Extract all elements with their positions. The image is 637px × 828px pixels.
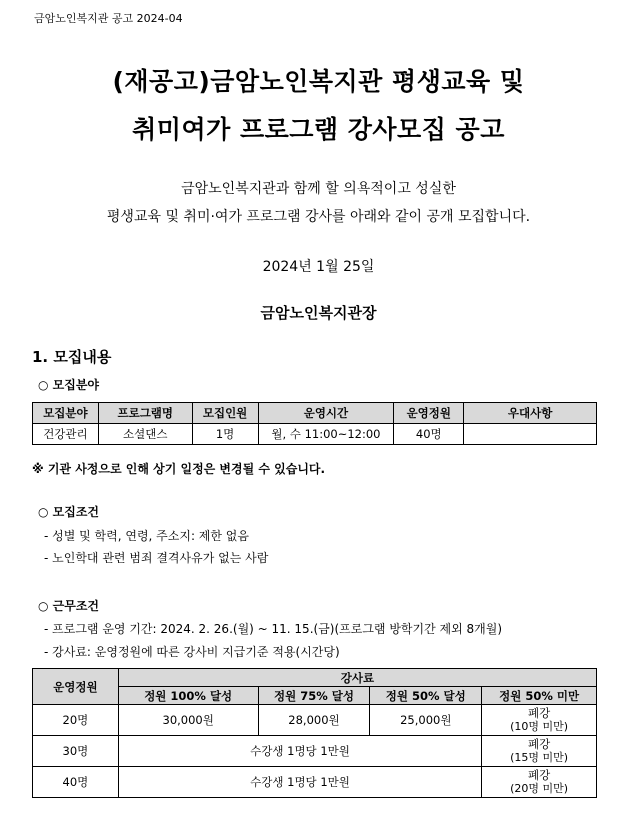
- table-header-cell: 우대사항: [464, 403, 597, 424]
- notice-date: 2024년 1월 25일: [262, 259, 375, 275]
- table-cell: [482, 736, 597, 767]
- table-cell: 40명: [33, 767, 119, 798]
- table-header-cell: 정원 100% 달성: [118, 687, 258, 705]
- closure-label: 폐강: [527, 768, 551, 782]
- intro-line-1: 금암노인복지관과 함께 할 의욕적이고 성실한: [181, 181, 456, 197]
- schedule-change-note: ※ 기관 사정으로 인해 상기 일정은 변경될 수 있습니다.: [32, 462, 326, 476]
- closure-threshold: (15명 미만): [510, 751, 569, 764]
- table-row: [33, 705, 597, 736]
- page-title-line-1: (재공고)금암노인복지관 평생교육 및: [112, 67, 525, 96]
- closure-label: 폐강: [527, 737, 551, 751]
- condition-item: - 성별 및 학력, 연령, 주소지: 제한 없음: [44, 529, 249, 543]
- table-header-cell: 운영정원: [33, 669, 119, 705]
- table-cell: 30,000원: [118, 705, 258, 736]
- table-cell: 수강생 1명당 1만원: [118, 736, 481, 767]
- fee-table: [32, 668, 597, 798]
- closure-threshold: (20명 미만): [510, 782, 569, 795]
- work-condition-item: - 강사료: 운영정원에 따른 강사비 지급기준 적용(시간당): [44, 645, 340, 659]
- table-header-cell: 운영시간: [258, 403, 394, 424]
- subheading-work-conditions: ○ 근무조건: [38, 599, 100, 613]
- table-cell: 30명: [33, 736, 119, 767]
- table-header-row: [33, 669, 597, 687]
- subheading-conditions: ○ 모집조건: [38, 505, 100, 519]
- header-note: 금암노인복지관 공고 2024-04: [34, 12, 183, 25]
- table-header-cell: 정원 50% 미만: [482, 687, 597, 705]
- table-cell: 25,000원: [370, 705, 482, 736]
- table-row: [33, 424, 597, 445]
- section-title: 1. 모집내용: [32, 348, 112, 366]
- closure-label: 폐강: [527, 706, 551, 720]
- table-header-cell: 모집인원: [192, 403, 258, 424]
- table-cell: 40명: [394, 424, 464, 445]
- table-header-cell: 모집분야: [33, 403, 99, 424]
- table-cell: 20명: [33, 705, 119, 736]
- page-title-line-2: 취미여가 프로그램 강사모집 공고: [132, 115, 505, 144]
- table-cell: 수강생 1명당 1만원: [118, 767, 481, 798]
- table-cell: 28,000원: [258, 705, 370, 736]
- issuer: 금암노인복지관장: [260, 304, 377, 322]
- table-header-cell: 강사료: [118, 669, 596, 687]
- table-cell: 소셜댄스: [98, 424, 192, 445]
- table-row: [33, 736, 597, 767]
- table-cell: [482, 767, 597, 798]
- table-header-row: [33, 403, 597, 424]
- closure-threshold: (10명 미만): [510, 720, 569, 733]
- subheading-recruit-field: ○ 모집분야: [38, 378, 100, 392]
- table-cell: 월, 수 11:00~12:00: [258, 424, 394, 445]
- table-header-cell: 프로그램명: [98, 403, 192, 424]
- table-header-cell: 운영정원: [394, 403, 464, 424]
- table-cell: [464, 424, 597, 445]
- table-cell: [482, 705, 597, 736]
- table-cell: 건강관리: [33, 424, 99, 445]
- table-header-cell: 정원 75% 달성: [258, 687, 370, 705]
- condition-item: - 노인학대 관련 범죄 결격사유가 없는 사람: [44, 551, 269, 565]
- table-row: [33, 767, 597, 798]
- intro-line-2: 평생교육 및 취미·여가 프로그램 강사를 아래와 같이 공개 모집합니다.: [106, 209, 531, 225]
- table-header-cell: 정원 50% 달성: [370, 687, 482, 705]
- work-condition-item: - 프로그램 운영 기간: 2024. 2. 26.(월) ~ 11. 15.(금)(프로그램 방학기간 제외 8개월): [44, 622, 503, 636]
- table-cell: 1명: [192, 424, 258, 445]
- recruit-table: [32, 402, 597, 445]
